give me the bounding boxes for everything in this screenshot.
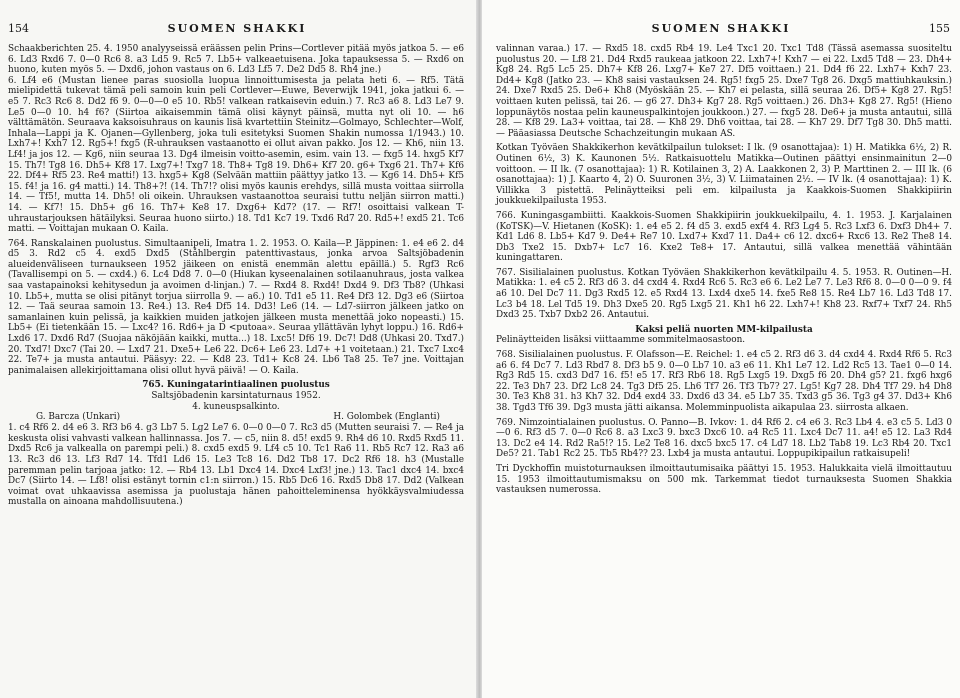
game-765-title: 765. Kuningatarintiaalinen puolustus — [142, 380, 330, 391]
right-page — [482, 0, 960, 698]
game-765-text: 1. c4 Rf6 2. d4 e6 3. Rf3 b6 4. g3 Lb7 5. Lg2 Le7 6. 0—0 0—0 7. Rc3 d5 (Mutten seuraisi 7. — Re4 ja keskusta olisi vahvasti valkean hallinnassa. Jos 7. — c5, niin 8. d5! exd5 9. Rh4 d6 10. Rxd5 Rxd5 11. Dxd5 Rc6 ja valkealla on parempi peli.) 8. cxd5 exd5 9. Lf4 c5 10. Tc1 Ra6 11. Rb5 Rc7 12. Ra3 a6 13. Rc3 d6 13. Lf3 Rd7 14. Tfd1 Ld6 15. Le3 Tc8 16. Dd2 Tb8 17. Dc2 Rf6 18. h3 (Mustalle paremman pelin tarjoaa jatko: 12. — Rb4 13. Lb1 Dxc4 14. Dxc4 Lxf3! jne.) 13. Tac1 dxc4 14. bxc4 Dc7 (Siirto 14. — Lf8! olisi estänyt tornin c1:n siirron.) 15. Rb5 Dc6 16. Rxd5 Db8 17. Dd2 (Valkean voimat ovat uhkaavissa asemissa ja puolustaja hänen pahoitteleminensa hyökkäysvalmiudessa mustalla on ainoana mahdollisuutena.) — [8, 423, 464, 508]
right-running-head: SUOMEN SHAKKI — [651, 22, 791, 35]
right-paragraph: 769. Nimzointialainen puolustus. O. Panno—B. Ivkov: 1. d4 Rf6 2. c4 e6 3. Rc3 Lb4 4. e3 c5 5. Ld3 0—0 6. Rf3 d5 7. 0—0 Rc6 8. a3 Lxc3 9. bxc3 Dxc6 10. a4 Rc5 11. Lxc4 Dc7 11. a4! e5 12. La3 Rd4 13. Dc2 e4 14. Rd2 Ra5!? 15. Le2 Te8 16. dxc5 bxc5 17. c4 Ld7 18. Lb2 Tab8 19. Lc3 Rb4 20. Txc1 De5? 21. Tab1 Rc2 25. Tb5 Rb4?? 23. Lxb4 ja musta antautui. Loppupikipailun ratkaisupeli! — [496, 417, 952, 460]
left-paragraph: 764. Ranskalainen puolustus. Simultaanipeli, Imatra 1. 2. 1953. O. Kaila—P. Jäppinen: 1. e4 e6 2. d4 d5 3. Rd2 c5 4. exd5 Dxd5 (Ståhlbergin patenttivastaus, jonka arvoa Saltsjöbadenin alueidenväliseen turnaukseen 1952 jäikeen on enistä enemmän alettu epäillä.) 5. Rgf3 Rc6 (Tavallisempi on 5. — cxd4.) 6. Lc4 Dd8 7. 0—0 (Hiukan kyseenalainen sotilaanuhraus, josta valkea saa vastapainoksi kehitysedun ja avoimen d-linjan.) 7. — Rxd4 8. Rxd4! Dxd4 9. Df3 Tb8? (Uhkasi 10. Lb5+, mutta se olisi pitänyt torjua siirrolla 9. — a6.) 10. Td1 e5 11. Re4 Df3 12. Dg3 e6 (Siirtoa 12. — Taä seuraa samoin 13. Re4.) 13. Re4 Df5 14. Dd3! Le6 (14. — Ld7-siirron jälkeen jatko on samanlainen kuin pelissä, ja kaikkien muiden jatkojen jälkeen musta menettää joko nopeasti.) 15. Lb5+ (Ei tietenkään 15. — Lxc4? 16. Rd6+ ja D <putoaa». Seuraa yllättävän lyhyt loppu.) 16. Rd6+ Lxd6 17. Dxd6 Rd7 (Suojaa näköjään kaikki, mutta...) 18. Lxc5! Df6 19. Dc7! Dd8 (Uhkasi 20. Txd7.) 20. Txd7! Dxc7 (Tai 20. — Lxd7 21. Dxe5+ Le6 22. Dc6+ Le6 23. Ld7+ +1 voitetaan.) 21. Txc7 Lxc4 22. Te7+ ja musta antautui. Pääsyy: 22. — Kd8 23. Td1+ Kc8 24. Lb6 Ta8 25. Te7 jne. Voittajan panimalaisen allekirjoittamana olisi ollut hyvä päivä! — O. Kaila. — [8, 238, 464, 376]
left-running-head: SUOMEN SHAKKI — [167, 22, 307, 35]
left-page-header — [8, 22, 466, 38]
right-paragraph: Kotkan Työväen Shakkikerhon kevätkilpailun tulokset: I lk. (9 osanottajaa): 1) H. Matikka 6½, 2) R. Outinen 6½, 3) K. Kaunonen 5½. Ratkaisuottelu Matikka—Outinen päättyi ensinmainitun 2—0 voittoon. — II lk. (7 osanottajaa): 1) R. Kotilainen 3, 2) A. Laakkonen 2, 3) P. Marttinen 2. — III lk. (6 osanottajaa): 1) J. Kaarto 4, 2) O. Suuronen 3½, 3) V. Liimatainen 2½. — IV lk. (4 osanottajaa): 1) K. Villikka 3 pistettä. Pelinäytteiksi peli em. kilpailusta ja Kaakkois-Suomen Shakkipiirin joukkuekilpailusta 1953. — [496, 143, 952, 207]
left-paragraph: Schaakberichten 25. 4. 1950 analyyseissä eräässen pelin Prins—Cortlever pitää myös jatkoa 5. — e6 6. Ld3 Rxd6 7. 0—0 Rc6 8. a3 Ld5 9. Rc5 7. Lb5+ valkeaetuisena. Joka tapauksessa 5. — Rxd6 on huono, kuten myös 5. — Dxd6, johon vastaus on 6. Ld3 Lf5 7. De2 Dd5 8. Rh4 jne.) — [8, 44, 464, 76]
right-paragraph: Tri Dyckhoffin muistoturnauksen ilmoittautumisaika päättyi 15. 1953. Halukkaita vielä ilmoittautuu 15. 1953 ilmoittautumismaksu on 500 mk. Tarkemmat tiedot turnauksesta Suomen Shakkia vastauksen numerossa. — [496, 463, 952, 496]
left-page-number: 154 — [8, 22, 29, 35]
game-765-round: 4. kuneuspsalkinto. — [192, 401, 280, 412]
white-player: G. Barcza (Unkari) — [36, 412, 121, 423]
right-page-header — [492, 22, 950, 38]
section-title: Kaksi peliä nuorten MM-kilpailusta — [635, 324, 813, 335]
left-page — [0, 0, 478, 698]
left-paragraph: 6. Lf4 e6 (Mustan lienee paras suosiolla luopua linnoittumisesta ja pelata heti 6. — Rf5. Tätä mielipidettä tukevat tämä peli samoin kuin peli Cortlever—Euwe, Beverwijk 1941, joka jatkui 6. — e5 7. Rc3 Rc6 8. Dd2 f6 9. 0—0—0 e5 10. Rb5! valkean ratkaisevin eduin.) 7. Rc3 a6 8. Ld3 Le7 9. Le5 0—0 10. h4 f6? (Siirtoa aikaisemmin tämä olisi käynyt päinsä, mutta nyt oli 10. — h6 välttämätön. Seuraava kaksoisuhraus on kaunis lisä kvartettiin Steinitz—Golmayo, Schlechter—Wolf, Inhala—Lappi ja K. Ojanen—Gyllenberg, joka tuli esitetyksi Suomen Shakin numossa 1/1943.) 10. Lxh7+! Kxh7 12. Rg5+! fxg5 (R-uhrauksen vastaanotto ei ollut aivan pakko. Jos 12. — Kh6, niin 13. Lf4! ja jos 12. — Kg6, niin seuraa 13. Dg4 ilmeisin voitto-asemin, esim. vain 13. — fxg5 14. hxg5 Kf7 15. Th7! Tg8 16. Dh5+ Kf8 17. Lxg7+! Txg7 18. Th8+ Tg8 19. Dh6+ Kf7 20. g6+ Txg6 21. Th7+ Kf6 22. Df4+ Rf5 23. Re4 matti!) 13. hxg5+ Kg8 (Selvään mattiin päättyy jatko 13. — Kg6 14. Dh5+ Kf5 15. f4! ja 16. g4 matti.) 14. Th8+?! (14. Th7!? olisi myös kaunis erehdys, sillä musta voittaa siirrolla 14. — Tf5!, mutta 14. Dh5! oli oikein. Uhrauksen vastaanottoa seuraisi tuttu neljän siirron matti.) 14. — Kf7! 15. Dh5+ g6 16. Th7+ Ke8 17. Dxg6+ Kd7? (17. — Rf7! osoittaisi valkean T-uhraustarjouksen hätäilyksi. Seuraa huono siirto.) 18. Td1 Kc7 19. Txd6 Rd7 20. Rd5+! exd5 21. Tc6 matti. — Voittajan mukaan O. Kaila. — [8, 75, 464, 235]
right-paragraph: 767. Sisilialainen puolustus. Kotkan Työväen Shakkikerhon kevätkilpailu 4. 5. 1953. R. Outinen—H. Matikka: 1. e4 c5 2. Rf3 d6 3. d4 cxd4 4. Rxd4 Rc6 5. Rc3 e6 6. Le2 Le7 7. Le3 Rf6 8. 0—0 0—0 9. f4 a6 10. Del Dc7 11. Dg3 Rxd5 12. e5 Rxd4 13. Lxd4 dxe5 14. fxe5 Re8 15. Re4 Lb7 16. Ld3 Td8 17. Lc3 b4 18. Lel Td5 19. Dh3 Dxe5 20. Rg5 Lxg5 21. Kh1 h6 22. Lxh7+! Kh8 23. Rxf7+ Txf7 24. Rh5 Dxd3 25. Txb7 Dxb2 26. Antautui. — [496, 267, 952, 321]
right-page-body — [496, 44, 952, 692]
right-paragraph: 768. Sisilialainen puolustus. F. Olafsson—E. Reichel: 1. e4 c5 2. Rf3 d6 3. d4 cxd4 4. Rxd4 Rf6 5. Rc3 a6 6. f4 Dc7 7. Ld3 Rbd7 8. Df3 b5 9. 0—0 Lb7 10. a3 e6 11. Kh1 Le7 12. Ld2 Rc5 13. Tae1 0—0 14. Rg3 Rd5 15. cxd3 Dd7 16. f5! e5 17. Rf3 Rb6 18. Rg5 Lxg5 19. Dxg5 f6 20. Dh4 g5? 21. fxg6 hxg6 22. Te3 Dh7 23. Df2 Lc8 24. Tg3 Df5 25. Lh6 Tf7 26. Tf3 Tb7? 27. Lg5! Kg7 28. Dh4 Tf7 29. h4 Dh8 30. Te3 Kh8 31. h3 Kh7 32. Dd4 exd4 33. Dxd6 d3 34. e5 Lb7 35. Txd3 g5 36. Tg3 g4 37. Dd3+ Kh6 38. Tgd3 Tf6 39. Dg3 musta jätti aikansa. Molemminpuolista aikapulaa 23. siirrosta alkaen. — [496, 350, 952, 413]
right-paragraph: 766. Kuningasgambiitti. Kaakkois-Suomen Shakkipiirin joukkuekilpailu, 4. 1. 1953. J. Karjalainen (KoTSK)—V. Hietanen (KoSK): 1. e4 e5 2. f4 d5 3. exd5 exf4 4. Rf3 Lg4 5. Rc3 Lxf3 6. Dxf3 Dh4+ 7. Kd1 Ld6 8. Lb5+ Kd7 9. De4+ Re7 10. Lxd7+ Kxd7 11. Da4+ c6 12. dxc6+ Rxc6 13. Re2 The8 14. Db3 Txe2 15. Dxb7+ Lc7 16. Kxe2 Te8+ 17. Antautui, sillä valkea menettää vähintään kuningattaren. — [496, 210, 952, 264]
black-player: H. Golombek (Englanti) — [333, 412, 440, 423]
section-intro: Pelinäytteiden lisäksi viittaamme sommitelmaosastoon. — [496, 335, 746, 346]
left-page-body — [8, 44, 464, 692]
game-765-players — [8, 412, 464, 423]
game-765-event: Saltsjöbadenin karsintaturnaus 1952. — [151, 391, 321, 401]
right-page-number: 155 — [929, 22, 950, 35]
right-paragraph: valinnan varaa.) 17. — Rxd5 18. cxd5 Rb4 19. Le4 Txc1 20. Txc1 Td8 (Tässä asemassa suositeltu puolustus 20. — Lf8 21. Dd4 Rxd5 raukeaa jatkoon 22. Lxh7+! Kxh7 — ei 22. Lxd5 Td8 — 23. Dh4+ Kg8 24. Rg5 Lc5 25. Dh7+ Kf8 26. Lxg7+ Ke7 27. Df5 voittaen.) 21. Dd4 f6 22. Lxh7+ Kxh7 23. Dd4+ Kg8 (Jatko 23. — Kh8 saisi vastauksen 24. Rg5! fxg5 25. Dxe7 Tg8 26. Dxg5 mattiuhkauksin.) 24. Dxe7 Rxd5 25. De6+ Kh8 (Myöskään 25. — Kh7 ei pelasta, sillä seuraa 26. Df5+ Kg8 27. Rg5! voittaen kuten pelissä, tai 26. — g6 27. Dh3+ Kg7 28. Rg5 voittaen.) 26. Dh3+ Kg8 27. Rg5! (Hieno loppunäytös nostaa pelin kauneuspalkintojen joukkoon.) 27. — fxg5 28. De6+ ja musta antautui, sillä 28. — Kf8 29. La3+ voittaa, tai 28. — Kh8 29. Dh6 voittaa, tai 28. — Kh7 29. Df7 Tg8 30. Dh5 matti. — Pääasiassa Deutsche Schachzeitungin mukaan AS. — [496, 44, 952, 139]
